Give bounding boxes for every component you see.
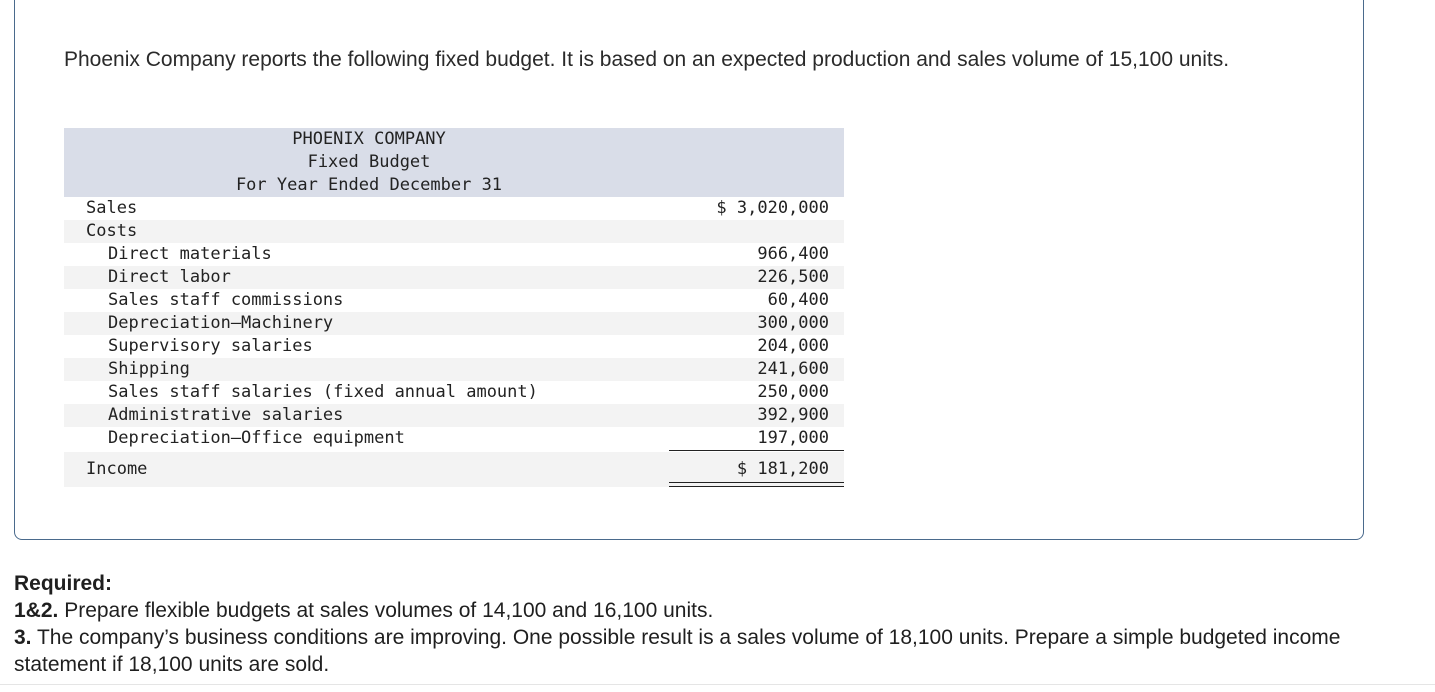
sales-amount: $ 3,020,000 [716,198,829,218]
company-name: PHOENIX COMPANY [292,129,446,149]
table-row-income [64,452,844,487]
table-row [64,427,844,450]
cost-amount: 226,500 [757,267,829,287]
table-row [64,404,844,427]
required-item-2 [14,624,1424,678]
subtotal-rule [669,450,844,451]
cost-label: Shipping [108,359,190,379]
sales-label: Sales [86,198,138,218]
cost-amount: 392,900 [757,405,829,425]
cost-label: Sales staff salaries (fixed annual amount) [108,382,538,402]
item-text: Prepare flexible budgets at sales volumes of 14,100 and 16,100 units. [58,599,714,622]
table-row-sales [64,197,844,220]
cost-amount: 250,000 [757,382,829,402]
required-item-1 [14,597,1424,624]
statement-period: For Year Ended December 31 [235,175,503,195]
cost-amount: 60,400 [767,290,829,310]
table-row [64,312,844,335]
required-section [14,570,1424,678]
item-text: The company’s business conditions are improving. One possible result is a sales volume of 18,100 units. Prepare a simple budgeted income statement if 18,100 units are sold. [14,626,1341,676]
cost-amount: 241,600 [757,359,829,379]
item-number: 3. [14,626,32,649]
table-row [64,381,844,404]
cost-label: Direct materials [108,244,272,264]
cost-label: Supervisory salaries [108,336,313,356]
table-row [64,289,844,312]
cost-amount: 204,000 [757,336,829,356]
income-label: Income [86,459,148,479]
income-double-rule [669,482,844,487]
cost-label: Depreciation—Office equipment [108,428,405,448]
table-row [64,266,844,289]
costs-label: Costs [86,221,138,241]
required-title: Required: [14,572,113,595]
cost-label: Administrative salaries [108,405,344,425]
item-number: 1&2. [14,599,59,622]
cost-amount: 300,000 [757,313,829,333]
cost-label: Direct labor [108,267,231,287]
table-row-costs [64,220,844,243]
cost-label: Depreciation—Machinery [108,313,334,333]
cost-label: Sales staff commissions [108,290,344,310]
table-header [64,128,844,197]
fixed-budget-table [64,128,844,487]
income-amount: $ 181,200 [736,459,829,479]
table-row [64,358,844,381]
table-row [64,335,844,358]
statement-title: Fixed Budget [307,152,431,172]
cost-amount: 197,000 [757,428,829,448]
table-row [64,243,844,266]
cost-amount: 966,400 [757,244,829,264]
bottom-divider [0,684,1435,685]
intro-paragraph: Phoenix Company reports the following fixed budget. It is based on an expected production and sales volume of 15,100 units. [64,48,1230,71]
